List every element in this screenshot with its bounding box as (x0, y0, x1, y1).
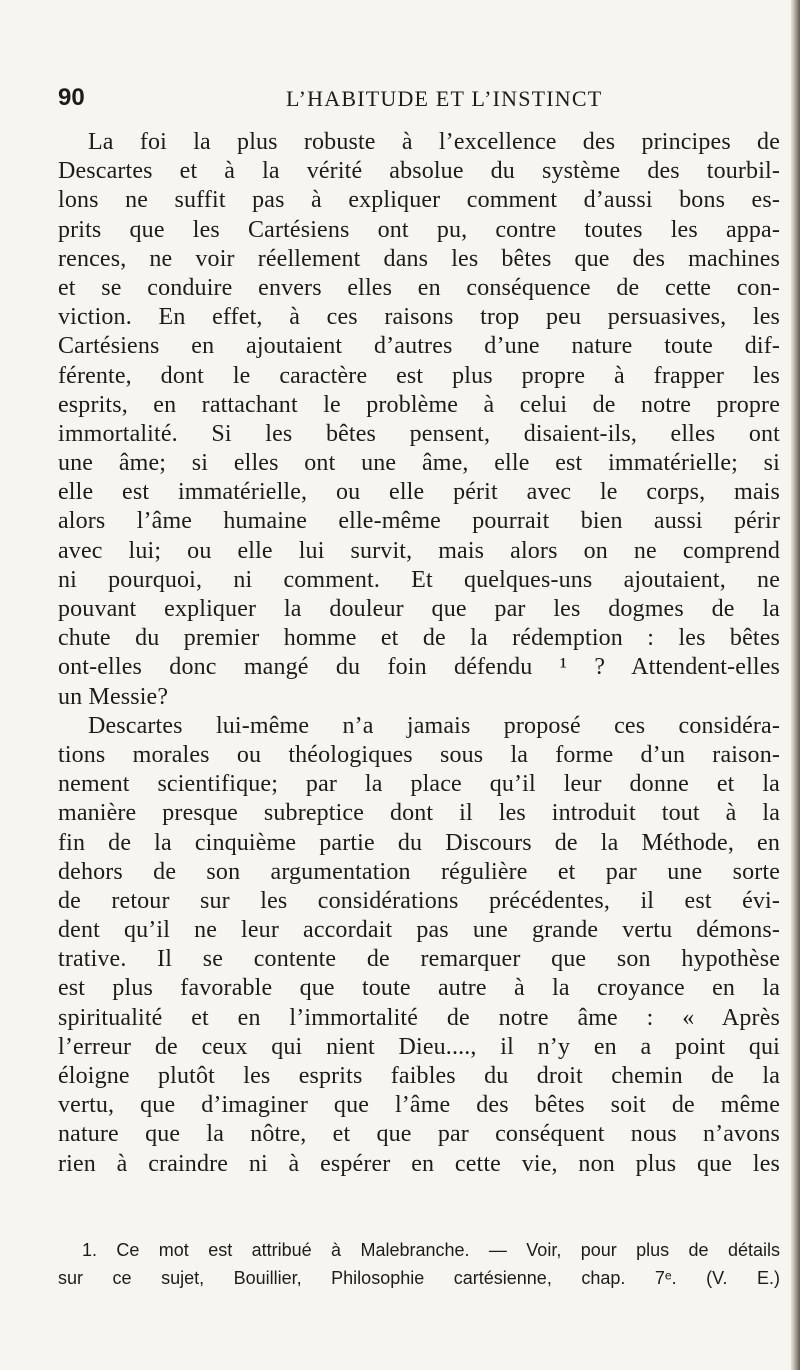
text-line: prits que les Cartésiens ont pu, contre toutes les appa- (58, 216, 780, 243)
running-title: L’HABITUDE ET L’INSTINCT (286, 86, 603, 111)
text-line: spiritualité et en l’immortalité de notre âme : « Après (58, 1004, 780, 1031)
text-line: esprits, en rattachant le problème à celui de notre propre (58, 391, 780, 418)
page-edge-shadow (791, 0, 800, 1370)
text-line: nement scientifique; par la place qu’il leur donne et la (58, 771, 780, 798)
text-line: manière presque subreptice dont il les introduit tout à la (58, 800, 780, 827)
footnotes (58, 1236, 780, 1292)
text-line: chute du premier homme et de la rédemption : les bêtes (58, 625, 780, 652)
text-line: nature que la nôtre, et que par conséquent nous n’avons (58, 1121, 780, 1148)
footnote-line: 1. Ce mot est attribué à Malebranche. — Voir, pour plus de détails (82, 1240, 780, 1260)
text-line: éloigne plutôt les esprits faibles du droit chemin de la (58, 1063, 780, 1089)
text-line: viction. En effet, à ces raisons trop peu persuasives, les (58, 304, 780, 331)
text-line: un Messie? (58, 683, 169, 710)
text-line: dehors de son argumentation régulière et par une sorte (58, 858, 780, 885)
text-line: fin de la cinquième partie du Discours de la Méthode, en (58, 829, 780, 856)
text-line: férente, dont le caractère est plus propre à frapper les (58, 362, 780, 389)
text-line: elle est immatérielle, ou elle périt avec le corps, mais (58, 479, 780, 506)
text-line: dent qu’il ne leur accordait pas une grande vertu démons- (58, 917, 780, 944)
text-line: rences, ne voir réellement dans les bêtes que des machines (58, 245, 780, 272)
text-line: lons ne suffit pas à expliquer comment d’aussi bons es- (58, 187, 780, 214)
footnote-line: sur ce sujet, Bouillier, Philosophie cartésienne, chap. 7ᵉ. (V. E.) (58, 1268, 780, 1288)
text-line: Cartésiens en ajoutaient d’autres d’une nature toute dif- (58, 333, 780, 360)
text-line: immortalité. Si les bêtes pensent, disaient-ils, elles ont (58, 420, 780, 447)
text-line: de retour sur les considérations précédentes, il est évi- (58, 887, 780, 914)
text-line: rien à craindre ni à espérer en cette vie, non plus que les (58, 1150, 780, 1177)
text-line: tions morales ou théologiques sous la forme d’un raison- (58, 741, 780, 768)
page-number: 90 (58, 84, 85, 111)
text-line: l’erreur de ceux qui nient Dieu...., il n’y en a point qui (58, 1033, 780, 1060)
text-line: est plus favorable que toute autre à la croyance en la (58, 975, 780, 1002)
body-text (58, 128, 780, 1179)
text-line: alors l’âme humaine elle-même pourrait bien aussi périr (58, 508, 780, 535)
text-line: et se conduire envers elles en conséquence de cette con- (58, 274, 780, 301)
text-line: ont-elles donc mangé du foin défendu ¹ ? Attendent-elles (58, 654, 780, 681)
text-line: avec lui; ou elle lui survit, mais alors on ne comprend (58, 537, 780, 564)
text-line: Descartes lui-même n’a jamais proposé ces considéra- (88, 712, 780, 739)
text-line: ni pourquoi, ni comment. Et quelques-uns ajoutaient, ne (58, 566, 780, 593)
text-line: Descartes et à la vérité absolue du système des tourbil- (58, 158, 780, 185)
text-line: trative. Il se contente de remarquer que son hypothèse (58, 946, 780, 973)
running-head (58, 84, 748, 120)
text-line: pouvant expliquer la douleur que par les dogmes de la (58, 596, 780, 622)
text-line: vertu, que d’imaginer que l’âme des bêtes soit de même (58, 1092, 780, 1119)
text-line: une âme; si elles ont une âme, elle est immatérielle; si (58, 450, 780, 477)
text-line: La foi la plus robuste à l’excellence des principes de (88, 129, 780, 155)
